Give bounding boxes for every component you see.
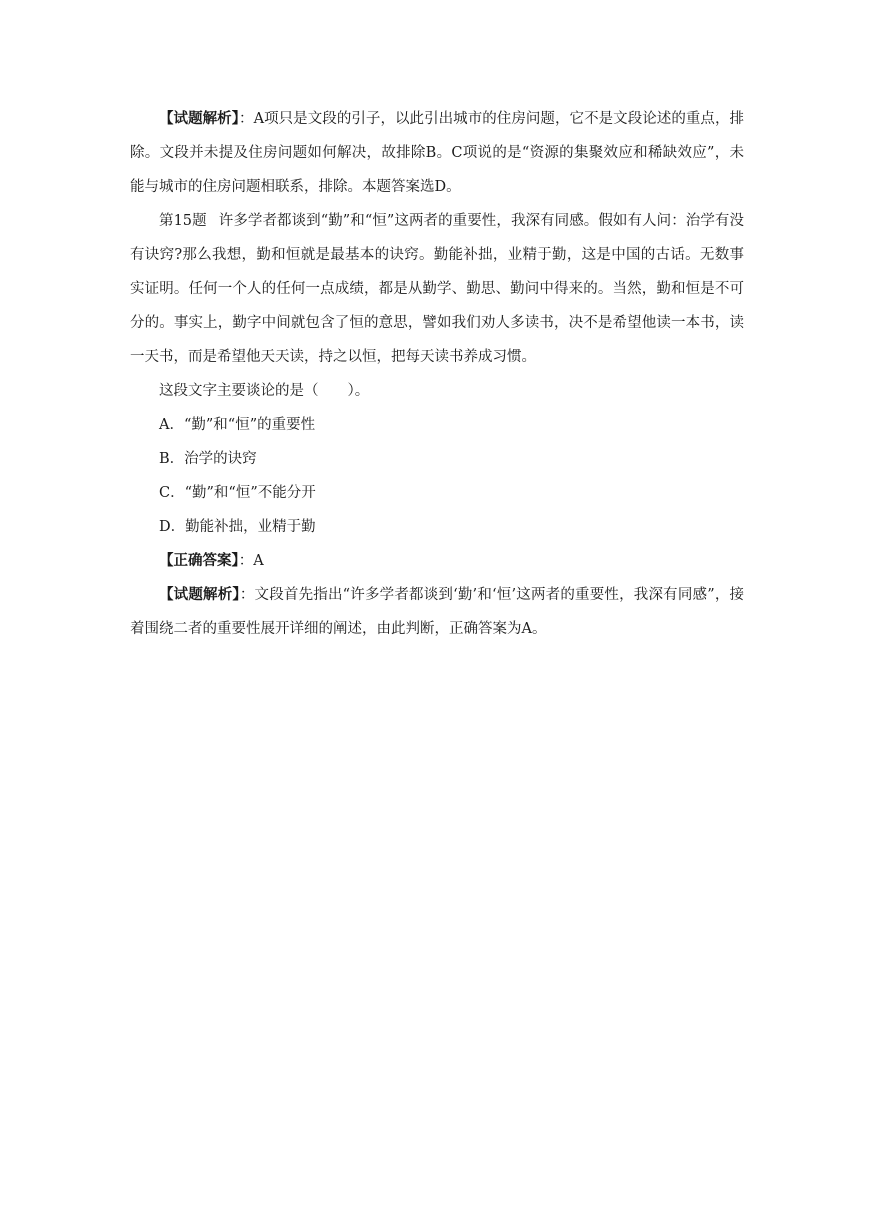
analysis-paragraph — [130, 578, 744, 646]
question-paragraph — [130, 204, 744, 374]
question-number: 第15题 — [159, 213, 207, 229]
answer-value: ：A — [238, 553, 264, 569]
answer-label: 【正确答案】 — [159, 552, 239, 569]
answer-line — [130, 544, 744, 578]
analysis-text: ：A项只是文段的引子，以此引出城市的住房问题，它不是文段论述的重点，排除。文段并未提及住房问题如何解决，故排除B。C项说的是“资源的集聚效应和稀缺效应”，未能与城市的住房问题相联系，排除。本题答案选D。 — [130, 111, 745, 195]
document-content — [130, 102, 744, 646]
option-d: D．勤能补拙，业精于勤 — [159, 519, 316, 535]
analysis-label: 【试题解析】 — [159, 110, 240, 127]
option-b: B．治学的诀窍 — [159, 451, 257, 467]
option-c: C．“勤”和“恒”不能分开 — [159, 485, 316, 501]
option-a: A．“勤”和“恒”的重要性 — [159, 417, 316, 433]
question-passage: 许多学者都谈到“勤”和“恒”这两者的重要性，我深有同感。假如有人问：治学有没有诀窍?那么我想，勤和恒就是最基本的诀窍。勤能补拙，业精于勤，这是中国的古话。无数事实证明。任何一个人的任何一点成绩，都是从勤学、勤思、勤问中得来的。当然，勤和恒是不可分的。事实上，勤字中间就包含了恒的意思，譬如我们劝人多读书，决不是希望他读一本书，读一天书，而是希望他天天读，持之以恒，把每天读书养成习惯。 — [130, 213, 744, 365]
analysis-text: ：文段首先指出“许多学者都谈到‘勤’和‘恒’这两者的重要性，我深有同感”，接着围绕二者的重要性展开详细的阐述，由此判断，正确答案为A。 — [130, 587, 745, 637]
question-prompt: 这段文字主要谈论的是（ ）。 — [159, 383, 370, 399]
previous-analysis-paragraph — [130, 102, 744, 204]
analysis-label: 【试题解析】 — [159, 586, 240, 603]
